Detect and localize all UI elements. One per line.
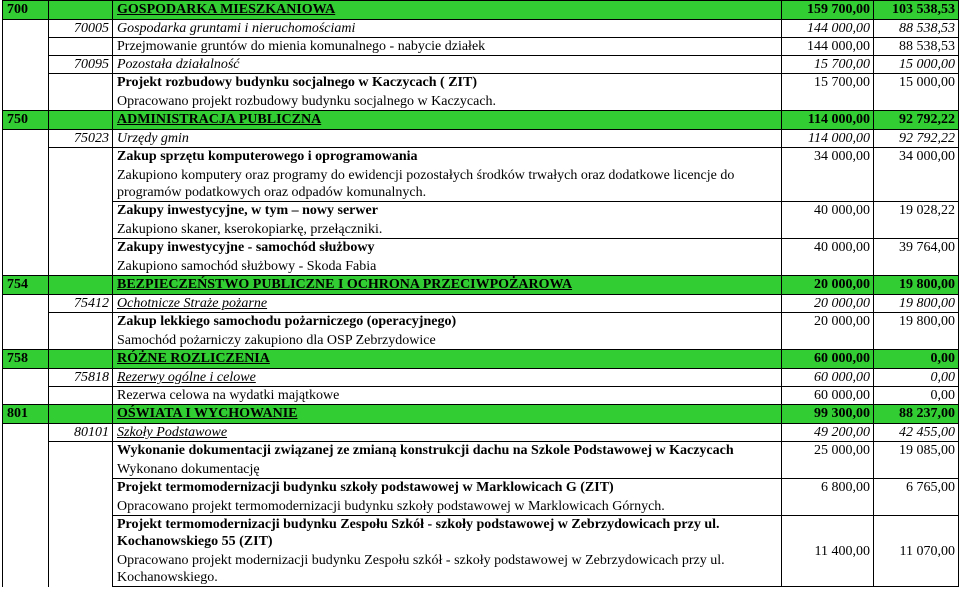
dzial-spacer — [49, 405, 113, 424]
task-cell — [113, 479, 782, 516]
task-plan: 6 800,00 — [782, 479, 874, 516]
rozdzial-number: 70005 — [49, 20, 113, 38]
task-spacer-2 — [49, 74, 113, 111]
task-wykonanie: 19 085,00 — [874, 442, 959, 479]
item-title: Przejmowanie gruntów do mienia komunalnego - nabycie działek — [113, 38, 782, 56]
item-row — [3, 387, 959, 405]
task-title: Zakup lekkiego samochodu pożarniczego (operacyjnego) — [117, 314, 457, 329]
rozdzial-title: Urzędy gmin — [113, 130, 782, 148]
dzial-title: ADMINISTRACJA PUBLICZNA — [113, 111, 782, 130]
rozdzial-plan: 60 000,00 — [782, 369, 874, 387]
dzial-plan: 99 300,00 — [782, 405, 874, 424]
dzial-row — [3, 405, 959, 424]
task-title: Zakupy inwestycyjne, w tym – nowy serwer — [117, 203, 378, 218]
rozdzial-wykonanie: 0,00 — [874, 369, 959, 387]
rozdzial-title: Ochotnicze Straże pożarne — [113, 295, 782, 313]
task-title: Zakupy inwestycyjne - samochód służbowy — [117, 240, 375, 255]
task-plan: 20 000,00 — [782, 313, 874, 350]
rozdzial-spacer — [3, 56, 49, 74]
dzial-row — [3, 1, 959, 20]
task-description: Opracowano projekt modernizacji budynku Zespołu szkół - szkoły podstawowej w Zebrzydowicach przy ul. Kochanowskiego. — [117, 553, 725, 585]
rozdzial-spacer — [3, 130, 49, 148]
rozdzial-number: 75023 — [49, 130, 113, 148]
task-description: Opracowano projekt termomodernizacji budynku szkoły podstawowej w Marklowicach Górnych. — [117, 499, 665, 514]
task-cell — [113, 148, 782, 202]
rozdzial-row — [3, 20, 959, 38]
task-row — [3, 516, 959, 587]
dzial-plan: 60 000,00 — [782, 350, 874, 369]
dzial-spacer — [49, 276, 113, 295]
task-spacer — [3, 516, 49, 587]
rozdzial-wykonanie: 19 800,00 — [874, 295, 959, 313]
dzial-title: GOSPODARKA MIESZKANIOWA — [113, 1, 782, 20]
rozdzial-title: Gospodarka gruntami i nieruchomościami — [113, 20, 782, 38]
rozdzial-row — [3, 56, 959, 74]
task-spacer — [3, 313, 49, 350]
rozdzial-title: Szkoły Podstawowe — [113, 424, 782, 442]
dzial-title: OŚWIATA I WYCHOWANIE — [113, 405, 782, 424]
dzial-number: 801 — [3, 405, 49, 424]
item-plan: 144 000,00 — [782, 38, 874, 56]
task-description: Zakupiono samochód służbowy - Skoda Fabia — [117, 259, 377, 274]
dzial-wykonanie: 19 800,00 — [874, 276, 959, 295]
rozdzial-wykonanie: 42 455,00 — [874, 424, 959, 442]
task-spacer — [3, 239, 49, 276]
rozdzial-plan: 114 000,00 — [782, 130, 874, 148]
task-wykonanie: 39 764,00 — [874, 239, 959, 276]
rozdzial-number: 80101 — [49, 424, 113, 442]
task-plan: 34 000,00 — [782, 148, 874, 202]
rozdzial-plan: 144 000,00 — [782, 20, 874, 38]
rozdzial-number: 75818 — [49, 369, 113, 387]
item-spacer — [3, 387, 49, 405]
dzial-plan: 20 000,00 — [782, 276, 874, 295]
rozdzial-spacer — [3, 20, 49, 38]
task-title: Projekt rozbudowy budynku socjalnego w Kaczycach ( ZIT) — [117, 75, 478, 90]
rozdzial-row — [3, 369, 959, 387]
task-spacer-2 — [49, 516, 113, 587]
dzial-number: 758 — [3, 350, 49, 369]
dzial-wykonanie: 92 792,22 — [874, 111, 959, 130]
task-row — [3, 479, 959, 516]
task-spacer — [3, 479, 49, 516]
dzial-wykonanie: 88 237,00 — [874, 405, 959, 424]
task-row — [3, 202, 959, 239]
item-wykonanie: 0,00 — [874, 387, 959, 405]
dzial-wykonanie: 0,00 — [874, 350, 959, 369]
dzial-row — [3, 350, 959, 369]
task-spacer-2 — [49, 148, 113, 202]
task-description: Wykonano dokumentację — [117, 462, 260, 477]
task-plan: 40 000,00 — [782, 202, 874, 239]
rozdzial-row — [3, 295, 959, 313]
task-plan: 40 000,00 — [782, 239, 874, 276]
task-title: Wykonanie dokumentacji związanej ze zmianą konstrukcji dachu na Szkole Podstawowej w Kaczycach — [117, 443, 734, 458]
task-cell — [113, 516, 782, 587]
item-spacer — [3, 38, 49, 56]
rozdzial-plan: 15 700,00 — [782, 56, 874, 74]
dzial-title: RÓŻNE ROZLICZENIA — [113, 350, 782, 369]
task-row — [3, 442, 959, 479]
dzial-spacer — [49, 350, 113, 369]
item-wykonanie: 88 538,53 — [874, 38, 959, 56]
dzial-spacer — [49, 111, 113, 130]
task-cell — [113, 74, 782, 111]
dzial-wykonanie: 103 538,53 — [874, 1, 959, 20]
task-description: Opracowano projekt rozbudowy budynku socjalnego w Kaczycach. — [117, 94, 497, 109]
rozdzial-row — [3, 424, 959, 442]
dzial-number: 754 — [3, 276, 49, 295]
task-wykonanie: 6 765,00 — [874, 479, 959, 516]
task-row — [3, 148, 959, 202]
task-row — [3, 313, 959, 350]
rozdzial-wykonanie: 88 538,53 — [874, 20, 959, 38]
task-spacer — [3, 202, 49, 239]
task-cell — [113, 202, 782, 239]
rozdzial-plan: 20 000,00 — [782, 295, 874, 313]
dzial-plan: 159 700,00 — [782, 1, 874, 20]
rozdzial-number: 75412 — [49, 295, 113, 313]
task-spacer-2 — [49, 313, 113, 350]
task-row — [3, 74, 959, 111]
task-spacer — [3, 148, 49, 202]
rozdzial-wykonanie: 15 000,00 — [874, 56, 959, 74]
dzial-spacer — [49, 1, 113, 20]
dzial-plan: 114 000,00 — [782, 111, 874, 130]
task-plan: 11 400,00 — [782, 516, 874, 587]
task-plan: 15 700,00 — [782, 74, 874, 111]
task-wykonanie: 15 000,00 — [874, 74, 959, 111]
rozdzial-spacer — [3, 424, 49, 442]
task-spacer-2 — [49, 442, 113, 479]
task-spacer-2 — [49, 239, 113, 276]
rozdzial-number: 70095 — [49, 56, 113, 74]
rozdzial-wykonanie: 92 792,22 — [874, 130, 959, 148]
item-title: Rezerwa celowa na wydatki majątkowe — [113, 387, 782, 405]
table-body — [3, 1, 959, 587]
task-wykonanie: 34 000,00 — [874, 148, 959, 202]
task-spacer-2 — [49, 479, 113, 516]
rozdzial-title: Rezerwy ogólne i celowe — [113, 369, 782, 387]
task-spacer-2 — [49, 202, 113, 239]
task-wykonanie: 19 800,00 — [874, 313, 959, 350]
task-wykonanie: 11 070,00 — [874, 516, 959, 587]
task-cell — [113, 313, 782, 350]
task-cell — [113, 239, 782, 276]
item-plan: 60 000,00 — [782, 387, 874, 405]
task-title: Projekt termomodernizacji budynku szkoły podstawowej w Marklowicach G (ZIT) — [117, 480, 614, 495]
rozdzial-row — [3, 130, 959, 148]
task-title: Projekt termomodernizacji budynku Zespołu Szkół - szkoły podstawowej w Zebrzydowicach przy ul. Kochanowskiego 55 (ZIT) — [117, 517, 720, 549]
task-cell — [113, 442, 782, 479]
item-spacer-2 — [49, 38, 113, 56]
dzial-number: 700 — [3, 1, 49, 20]
rozdzial-spacer — [3, 295, 49, 313]
task-title: Zakup sprzętu komputerowego i oprogramowania — [117, 149, 418, 164]
item-spacer-2 — [49, 387, 113, 405]
task-spacer — [3, 74, 49, 111]
dzial-row — [3, 111, 959, 130]
budget-table — [2, 0, 959, 587]
task-description: Zakupiono skaner, kserokopiarkę, przełączniki. — [117, 222, 383, 237]
dzial-title: BEZPIECZEŃSTWO PUBLICZNE I OCHRONA PRZECIWPOŻAROWA — [113, 276, 782, 295]
item-row — [3, 38, 959, 56]
rozdzial-spacer — [3, 369, 49, 387]
rozdzial-title: Pozostała działalność — [113, 56, 782, 74]
task-wykonanie: 19 028,22 — [874, 202, 959, 239]
task-spacer — [3, 442, 49, 479]
rozdzial-plan: 49 200,00 — [782, 424, 874, 442]
task-plan: 25 000,00 — [782, 442, 874, 479]
task-description: Samochód pożarniczy zakupiono dla OSP Zebrzydowice — [117, 333, 436, 348]
task-description: Zakupiono komputery oraz programy do ewidencji pozostałych środków trwałych oraz dodatkowe licencje do programów podatkowych oraz odpadów komunalnych. — [117, 168, 735, 200]
task-row — [3, 239, 959, 276]
dzial-row — [3, 276, 959, 295]
dzial-number: 750 — [3, 111, 49, 130]
